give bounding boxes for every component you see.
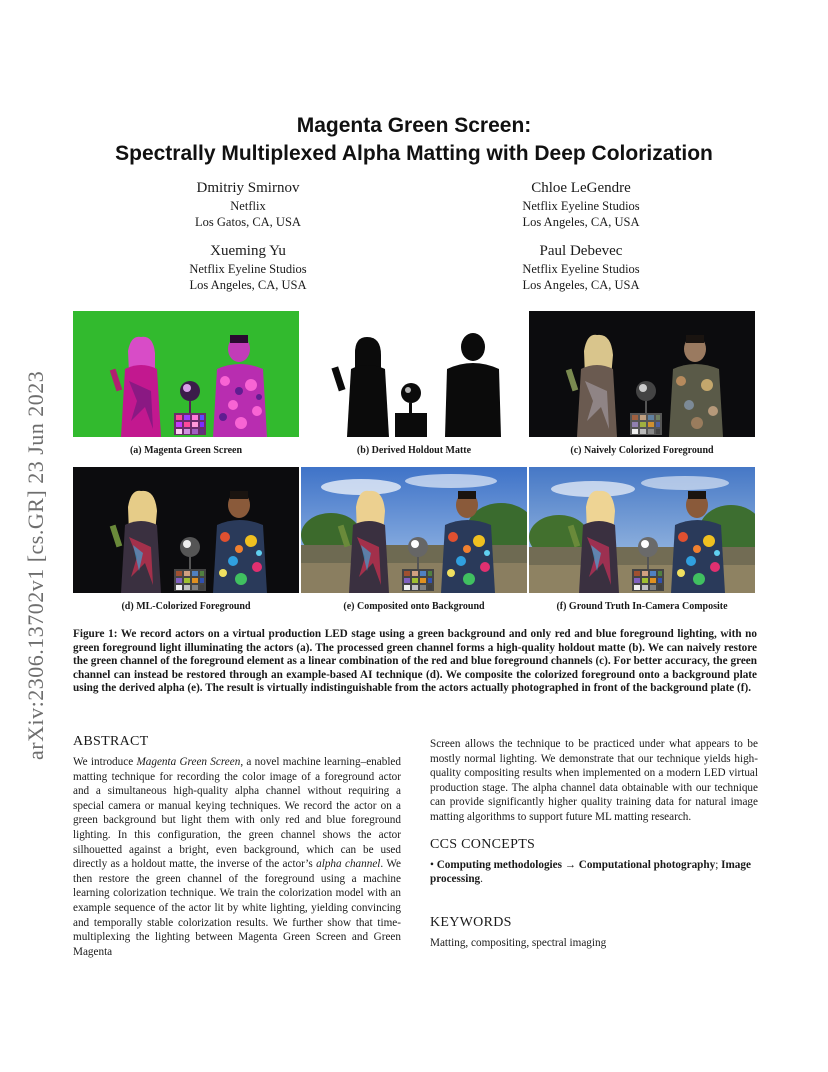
abstract-text (73, 755, 401, 959)
figure-a-magenta-green-screen (73, 311, 299, 437)
author-name: Xueming Yu (210, 243, 286, 259)
arxiv-stamp-text: arXiv:2306.13702v1 [cs.GR] 23 Jun 2023 (23, 370, 48, 760)
caption-b: (b) Derived Holdout Matte (356, 445, 472, 456)
abstract-continued: Screen allows the technique to be practiced under what appears to be mostly normal lighting. We demonstrate that our technique yields high-quality compositing results when implemented on a modern LED virtual production stage. The alpha channel data obtainable with our technique can provide significantly higher quality training data for natural image matting algorithms to support future ML matting research. (430, 738, 758, 823)
author-block (471, 178, 691, 230)
figure-d-ml-colorized (73, 467, 299, 593)
arxiv-stamp (18, 290, 54, 760)
left-column (73, 734, 401, 959)
author-location: Los Angeles, CA, USA (522, 215, 640, 229)
caption-c: (c) Naively Colorized Foreground (570, 445, 714, 456)
paper-title (40, 112, 788, 168)
author-block (138, 241, 358, 293)
figure-e-composited (301, 467, 527, 593)
caption-f: (f) Ground Truth In-Camera Composite (556, 601, 728, 612)
ccs-term: Computational photography (578, 858, 716, 871)
abstract-part: , a novel machine learning–enabled matting technique for recording the color image of a foreground actor and a simultaneous high-quality alpha channel without requiring a special camera or manual keying techniques. We record the actor on a green background but light them with only red and blue foreground lighting. In this configuration, the green channel shows the actor silhouetted against a bright, even background, which can be used directly as a holdout matte, the inverse of the actor’s (73, 756, 401, 871)
figure-caption: Figure 1: We record actors on a virtual production LED stage using a green background and only red and blue foreground lighting, with no green foreground light illuminating the actors (a). The processed green channel forms a high-quality holdout matte (b). We can naively restore the green channel of the foreground element as a linear combination of the red and blue foreground channels (c). For better accuracy, the green channel can instead be restored through an example-based AI technique (d). We composite the colorized foreground onto a background plate using the derived alpha (e). The result is virtually indistinguishable from the actors actually photographed in front of the background plate (f). (73, 628, 757, 695)
abstract-heading: ABSTRACT (73, 734, 149, 749)
ccs-separator: ; (715, 858, 719, 871)
abstract-emphasis: alpha channel (316, 858, 381, 871)
author-block (138, 178, 358, 230)
abstract-part: We introduce (73, 756, 137, 768)
author-name: Chloe LeGendre (531, 180, 631, 196)
ccs-concepts (430, 858, 758, 887)
author-org: Netflix Eyeline Studios (522, 262, 640, 276)
figure-c-naive-colorized (529, 311, 755, 437)
author-location: Los Angeles, CA, USA (189, 278, 307, 292)
author-location: Los Gatos, CA, USA (195, 215, 301, 229)
right-column (430, 737, 758, 950)
author-block (471, 241, 691, 293)
author-location: Los Angeles, CA, USA (522, 278, 640, 292)
author-org: Netflix Eyeline Studios (189, 262, 307, 276)
keywords-text: Matting, compositing, spectral imaging (430, 936, 607, 949)
title-line-1: Magenta Green Screen: (296, 114, 532, 137)
ccs-term: Computing methodologies (436, 858, 562, 871)
figure-f-ground-truth (529, 467, 755, 593)
title-line-2: Spectrally Multiplexed Alpha Matting with Deep Colorization (115, 142, 713, 165)
abstract-emphasis: Magenta Green Screen (136, 756, 241, 768)
author-name: Paul Debevec (539, 243, 623, 259)
author-name: Dmitriy Smirnov (196, 180, 300, 196)
figure-b-holdout-matte (301, 311, 527, 437)
ccs-term: Image processing (430, 858, 751, 886)
ccs-heading: CCS CONCEPTS (430, 836, 536, 852)
keywords-heading: KEYWORDS (430, 914, 512, 930)
ccs-bullet: • (430, 858, 434, 871)
ccs-end: . (480, 873, 483, 886)
ccs-arrow: → (564, 858, 576, 871)
caption-a: (a) Magenta Green Screen (129, 445, 243, 456)
abstract-part: . We then restore the green channel of the foreground using a machine learning colorization technique. We train the colorization model with an example sequence of the actor lit by white lighting, yielding convincing and temporally stable colorization results. We further show that time-multiplexing the lighting between Magenta Green Screen and Green Magenta (73, 858, 401, 958)
author-org: Netflix (230, 199, 266, 213)
author-org: Netflix Eyeline Studios (522, 199, 640, 213)
caption-d: (d) ML-Colorized Foreground (121, 601, 251, 612)
caption-e: (e) Composited onto Background (343, 601, 485, 612)
